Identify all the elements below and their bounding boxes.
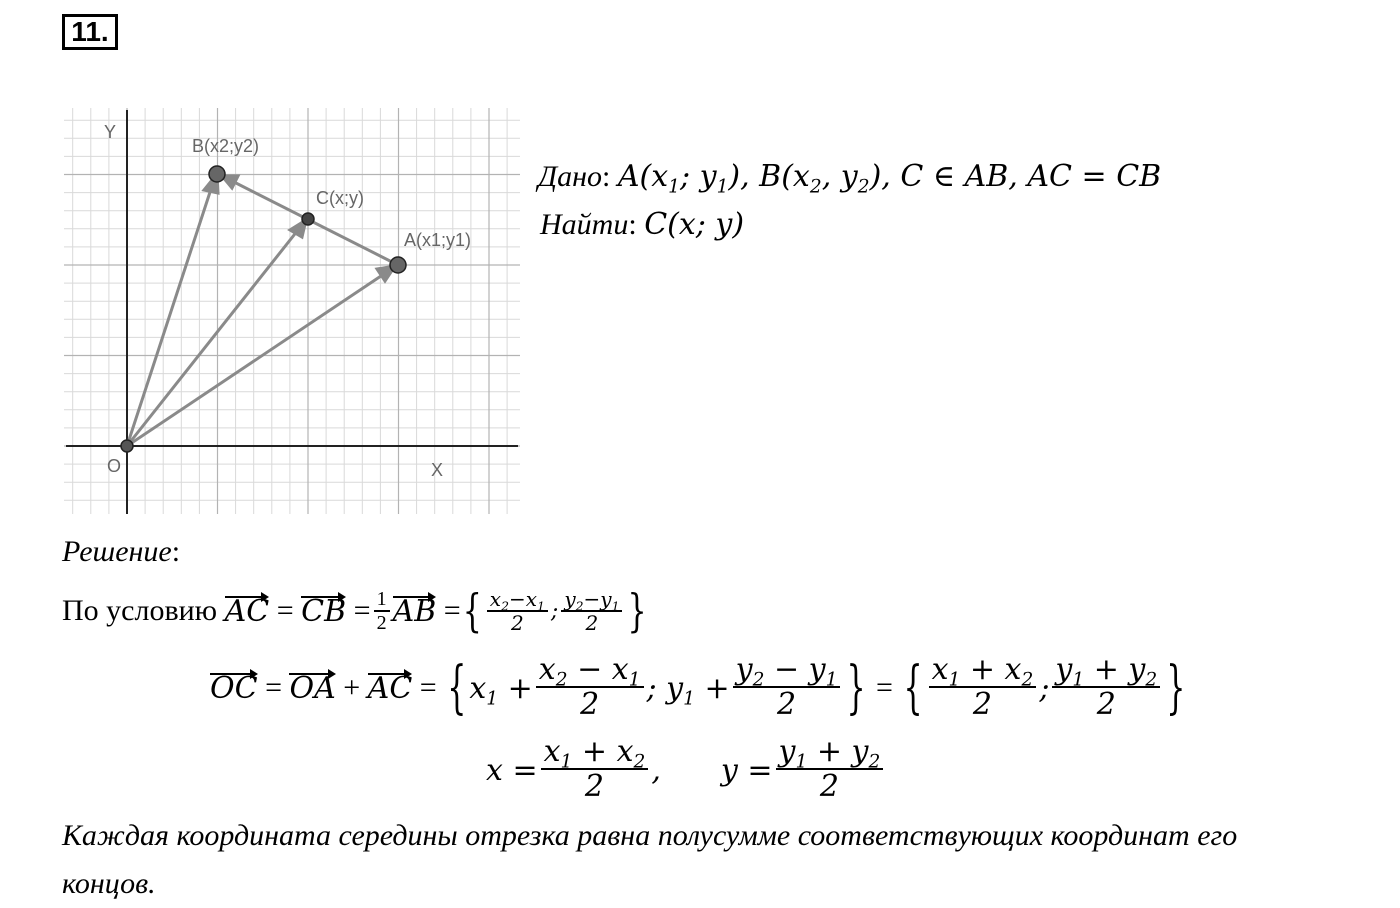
- vector-oa: [127, 274, 384, 446]
- find-target: C(x; y): [644, 207, 745, 242]
- given-condition: $A(x_1$; $y_1$), $B(x_2$, $y_2$), C ∈ AB, AC = CB: [617, 159, 1162, 198]
- vector-ab: [232, 181, 398, 265]
- solution-heading: Решение:: [62, 535, 181, 568]
- coordinate-figure: [62, 106, 522, 516]
- origin-label: O: [107, 456, 122, 476]
- given-label: Дано: [538, 160, 602, 193]
- point-c-label: C(x;y): [316, 188, 364, 208]
- axis-y-label: Y: [104, 122, 117, 142]
- minor-grid: [64, 108, 520, 514]
- point-b-label: B(x2;y2): [192, 136, 260, 156]
- task-number: 11.: [62, 14, 118, 50]
- vector-oc: [127, 230, 298, 446]
- axis-x-label: X: [431, 460, 444, 480]
- find-line: Найти: C(x; y): [540, 207, 745, 242]
- point-c: [302, 213, 314, 225]
- equation-result: x = $\frac{x_1 + x_2}{2}$ , y = $\frac{y_1 + y_2}{2}$: [486, 732, 886, 808]
- equation-condition: По условию AC = CB = $\frac{1}{2}$ AB = { $\frac{x_2-x_1}{2}$ ; $\frac{y_2-y_1}{2}$ }: [62, 584, 647, 638]
- condition-text: По условию: [62, 594, 218, 627]
- point-b: [209, 166, 225, 182]
- equation-oc: OC = OA + AC = { $x_1$ + $\frac{x_2 - x_1}{2}$ ; $y_1$ + $\frac{y_2 - y_1}{2}$ } = { $\frac{x_1 + x_2}{2}$ ; $\frac{y_1 + y_2}{2}$ }: [210, 652, 1186, 723]
- point-a: [390, 257, 406, 273]
- given-line: Дано: $A(x_1$; $y_1$), $B(x_2$, $y_2$), C ∈ AB, AC = CB: [538, 159, 1162, 198]
- major-grid: [64, 108, 520, 514]
- point-a-label: A(x1;y1): [404, 230, 472, 250]
- conclusion-text: Каждая координата середины отрезка равна полусумме соответствующих координат его концов.: [62, 819, 1238, 900]
- point-o: [121, 440, 133, 452]
- find-label: Найти: [540, 208, 629, 241]
